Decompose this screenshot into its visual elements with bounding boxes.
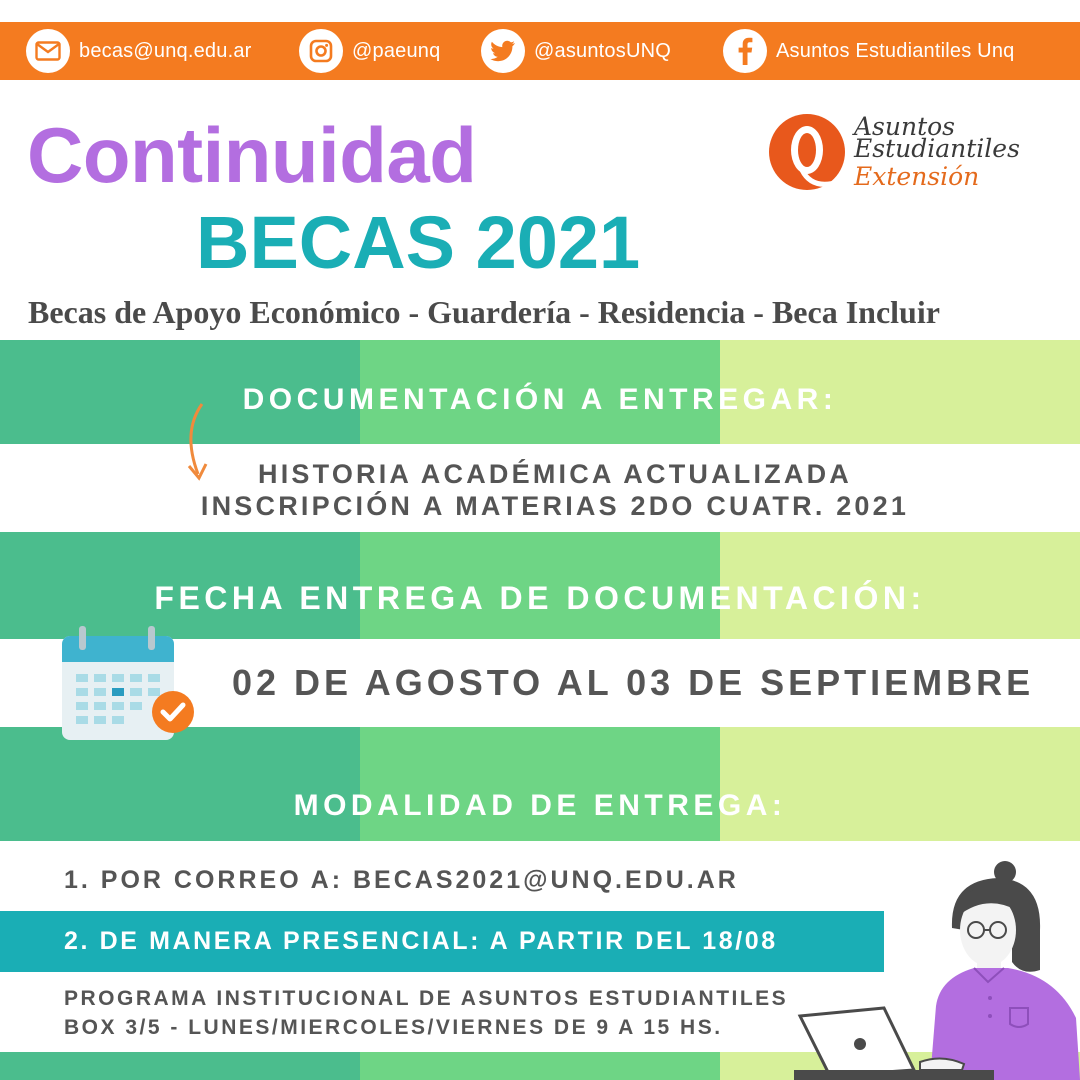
mail-icon: [26, 29, 70, 73]
delivery-date-range: 02 DE AGOSTO AL 03 DE SEPTIEMBRE: [232, 662, 1035, 703]
program-name: PROGRAMA INSTITUCIONAL DE ASUNTOS ESTUDIANTILES: [64, 987, 789, 1010]
contact-email-label: becas@unq.edu.ar: [79, 39, 252, 62]
contact-bar: [0, 22, 1080, 80]
contact-twitter-label: @asuntosUNQ: [534, 39, 671, 62]
documentation-item-history: HISTORIA ACADÉMICA ACTUALIZADA: [258, 459, 852, 489]
title-continuidad: Continuidad: [27, 111, 477, 199]
contact-twitter[interactable]: [481, 29, 671, 73]
scholarship-types-subtitle: Becas de Apoyo Económico - Guardería - Residencia - Beca Incluir: [28, 294, 940, 330]
documentation-item-enrollment: INSCRIPCIÓN A MATERIAS 2DO CUATR. 2021: [200, 491, 910, 521]
student-laptop-illustration: [790, 858, 1080, 1080]
documentation-list: [0, 458, 1080, 522]
modality-heading: MODALIDAD DE ENTREGA:: [293, 789, 787, 822]
instagram-icon: [299, 29, 343, 73]
title-becas-2021: BECAS 2021: [196, 201, 641, 284]
contact-instagram-label: @paeunq: [352, 39, 441, 62]
logo-line-extension: Extensión: [854, 162, 980, 191]
program-info: [64, 984, 788, 1042]
logo-line-estudiantiles: Estudiantiles: [854, 134, 1020, 163]
facebook-icon: [723, 29, 767, 73]
calendar-check-icon: [58, 624, 198, 744]
modality-step-email: 1. POR CORREO A: BECAS2021@UNQ.EDU.AR: [64, 866, 739, 894]
band-modality: [0, 727, 1080, 841]
logo-q-emblem: [768, 110, 850, 198]
contact-email[interactable]: [26, 29, 252, 73]
modality-step-in-person: 2. DE MANERA PRESENCIAL: A PARTIR DEL 18/08: [64, 927, 778, 955]
documentation-heading: DOCUMENTACIÓN A ENTREGAR:: [242, 383, 838, 416]
program-schedule: BOX 3/5 - LUNES/MIERCOLES/VIERNES DE 9 A 15 HS.: [64, 1016, 723, 1039]
contact-facebook-label: Asuntos Estudiantiles Unq: [776, 39, 1015, 62]
logo-line-asuntos: Asuntos: [854, 112, 956, 141]
delivery-date-heading: FECHA ENTREGA DE DOCUMENTACIÓN:: [154, 580, 926, 616]
contact-instagram[interactable]: [299, 29, 440, 73]
twitter-icon: [481, 29, 525, 73]
contact-facebook[interactable]: [723, 29, 1014, 73]
asuntos-estudiantiles-logo: [768, 110, 1058, 200]
